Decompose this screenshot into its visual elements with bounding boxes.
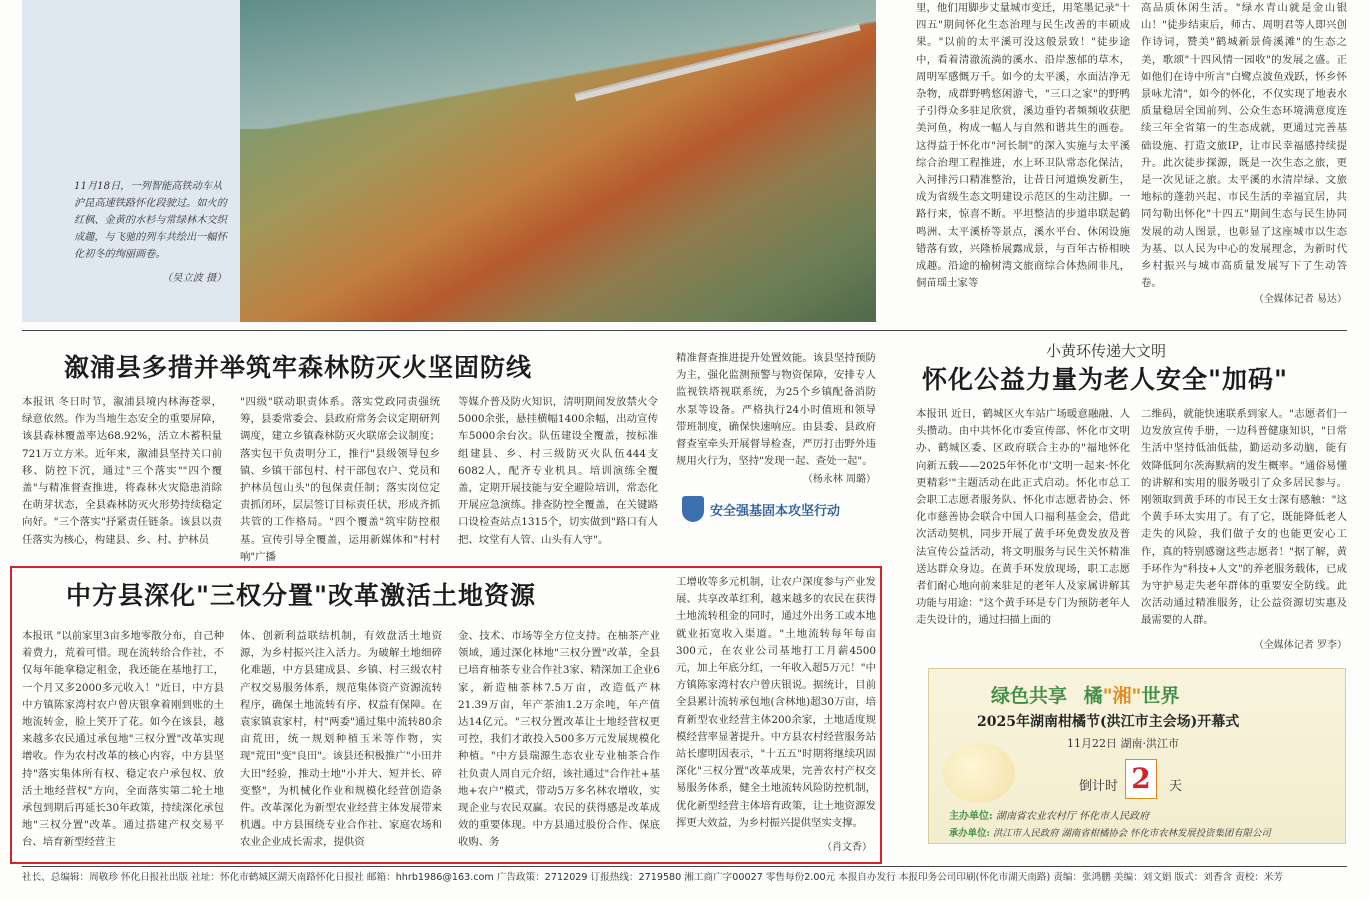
- land-headline: 中方县深化"三权分置"改革激活土地资源: [66, 581, 537, 610]
- elder-headline: 怀化公益力量为老人安全"加码": [922, 365, 1289, 394]
- forest-col3: 等媒介普及防火知识，清明期间发放禁火令5000余张，悬挂横幅1400余幅，出动宣传车5000余台次。队伍建设全覆盖，按标准组建县、乡、村三级防灭火队伍444支6082人，配齐专业机具。培训演练全覆盖，定期开展技能与安全避险培训，常态化开展应急演练。排查防控全覆盖，在关键路口设检查站点1315个，切实做到"路口有人把、坟堂有人管、山头有人守"。: [458, 396, 658, 546]
- safety-badge: [682, 492, 868, 526]
- forest-headline: 溆浦县多措并举筑牢森林防灭火坚固防线: [64, 353, 533, 382]
- photo-credit: （吴立波 摄）: [162, 273, 227, 284]
- elder-kicker: 小黄环传递大文明: [1046, 342, 1167, 360]
- forest-col4: 精准督查推进提升处置效能。该县坚持预防为主，强化监测预警与物资保障，安排专人监视铁塔视联系统，为25个乡镇配备消防水泵等设备。严格执行24小时值班和领导带班制度，确保快速响应。由县委、县政府督查室牵头开展督导检查，严厉打击野外违规用火行为，坚持"发现一起、查处一起"。: [676, 352, 876, 468]
- land-col4: 工增收等多元机制，让农户深度参与产业发展、共享改革红利，越来越多的农民在获得土地流转租金的同时，通过外出务工或本地就业拓宽收入渠道。"土地流转每年每亩300元，在农业公司基地打工月薪4500元，加上年底分红，一年收入超5万元！"中方镇陈家湾村农户曾庆银说。据统计，目前全县累计流转承包地(含林地)超30万亩，培育新型农业经营主体200余家，土地适度规模经营率显著提升。中方县农村经营服务站站长廖明因表示，"十五五"时期将继续巩固深化"三权分置"改革成果，完善农村产权交易服务体系，健全土地流转风险防控机制，优化新型经营主体培育政策，让土地资源发挥更大效益，为乡村振兴提供坚实支撑。: [676, 576, 876, 829]
- top-right-col1: 里，他们用脚步丈量城市变迁，用笔墨记录"十四五"期间怀化生态治理与民生改善的丰硕成果。"以前的太平溪可没这般景致！"徒步途中，看着清澈流淌的溪水、沿岸葱郁的草木，周明军感慨万千。如今的太平溪，水面洁净无杂物，成群野鸭悠闲游弋，"三口之家"的野鸭子引得众多驻足欣赏，溪边垂钓者频频收获肥美河鱼，构成一幅人与自然和谐共生的画卷。这得益于怀化市"河长制"的深入实施与太平溪综合治理工程推进，水上环卫队常态化保洁，入河排污口精准整治，让昔日河道焕发新生，成为省级生态文明建设示范区的生动注脚。一路行来，惊喜不断。平坦整洁的步道串联起鹤鸣洲、太平溪桥等景点，溪水平台、休闲设施错落有致，兴隆桥展露成景，与百年古桥相映成趣。沿途的榆树湾文旅商综合体热闹非凡，侗苗瑶土家等: [916, 2, 1130, 290]
- ad-slogan: 绿色共享 橘"湘"世界: [991, 685, 1180, 707]
- top-right-signature: （全媒体记者 易达）: [1253, 294, 1347, 305]
- elder-signature: （全媒体记者 罗李）: [1253, 640, 1347, 651]
- footer-info: 社长、总编辑：周敬珍 怀化日报社出版 社址：怀化市鹤城区湖天南路怀化日报社 邮箱：hhrb1986@163.com 广告政策：2712029 订报热线：2719580 湘工商广字00027 零售每份2.00元 本报自办发行 本报印务公司印刷(怀化市湖天南路) 责编：张鸿鹏 美编：刘文娟 版式：刘香含 责校：米芳: [22, 872, 1284, 883]
- forest-col2: "四级"联动职责体系。落实党政同责强统筹，县委常委会、县政府常务会议定期研判调度，建立乡镇森林防灭火联席会议制度；落实包干负责明分工，推行"县级领导包乡镇、乡镇干部包村、村干部包农户、党员和护林员包山头"的包保责任制；落实岗位定责抓闭环，层层签订目标责任状，形成齐抓共管的工作格局。"四个覆盖"筑牢防控根基。宣传引导全覆盖，运用新媒体和"村村响"广播: [240, 396, 440, 563]
- forest-signature: （杨永林 周璐）: [802, 474, 876, 485]
- land-signature: （肖文香）: [822, 842, 872, 853]
- land-col1: 本报讯 "以前家里3亩多地零散分布，自己种着费力，荒着可惜。现在流转给合作社，不仅每年能拿稳定租金，我还能在基地打工，一个月又多2000多元收入！"近日，中方县中方镇陈家湾村农户曾庆银拿着刚到账的土地流转金，脸上笑开了花。如今在该县，越来越多农民通过承包地"三权分置"改革实现增收。作为农村改革的核心内容，中方县坚持"落实集体所有权、稳定农户承包权、放活土地经营权"方向，全面落实第二轮土地承包到期后再延长30年政策，持续深化承包地"三权分置"改革。通过搭建产权交易平台、培育新型经营主: [22, 630, 224, 849]
- elder-col1: 本报讯 近日，鹤城区火车站广场暖意融融、人头攒动。由中共怀化市委宣传部、怀化市文明办、鹤城区委、区政府联合主办的"福地怀化 向新五载——2025年怀化市'文明一起来·怀化更精彩'"主题活动在此正式启动。怀化市总工会职工志愿者服务队、怀化市志愿者协会、怀化市慈善协会联合中国人口福利基金会，借此次活动契机，同步开展了黄手环免费发放及普法宣传公益活动，将文明服务与民生关怀精准送达群众身边。在黄手环发放现场，职工志愿者们耐心地向前来驻足的老年人及家属讲解其功能与用途："这个黄手环是专门为预防老年人走失设计的，通过扫描上面的: [916, 408, 1130, 627]
- countdown-unit: 天: [1169, 779, 1183, 794]
- divider: [22, 330, 1347, 331]
- ad-title: 2025年湖南柑橘节(洪江市主会场)开幕式: [977, 714, 1240, 730]
- citrus-festival-ad: [928, 668, 1346, 844]
- land-col2: 体、创新利益联结机制，有效盘活土地资源，为乡村振兴注入活力。为破解土地细碎化难题，中方县建成县、乡镇、村三级农村产权交易服务体系，规范集体资产资源流转程序，确保土地流转有序、权益有保障。在袁家镇袁家村，村"两委"通过集中流转80余亩荒田，统一规划种植玉米等作物，实现"荒田"变"良田"。该县还积极推广"小田并大田"经验，推动土地"小并大、短并长、碎变整"，为机械化作业和规模化经营创造条件。改革深化为新型农业经营主体发展带来机遇。中方县围绕专业合作社、家庭农场和农业企业成长需求，提供资: [240, 630, 442, 849]
- shield-icon: [682, 496, 704, 522]
- footer-rule: [22, 866, 1347, 867]
- land-col3: 金、技术、市场等全方位支持。在柚茶产业领域，通过深化林地"三权分置"改革，全县已培育柚茶专业合作社3家、精深加工企业6家，新造柚茶林7.5万亩，改造低产林21.39万亩，年产茶油1.2万余吨，年产值达14亿元。"三权分置改革让土地经营权更可控，我们才敢投入500多万元发展规模化种植。"中方县瑞源生态农业专业柚茶合作社负责人周自元介绍，该社通过"合作社+基地+农户"模式，带动5万多名林农增收，实现企业与农民双赢。农民的获得感是改革成效的重要体现。中方县通过股份合作、保底收购、务: [458, 630, 660, 849]
- orange-graphic: [943, 743, 1015, 803]
- ad-organizer: 承办单位: 洪江市人民政府 湖南省柑橘协会 怀化市农林发展投资集团有限公司: [949, 828, 1271, 839]
- photo-caption-panel: [22, 0, 240, 322]
- news-photo: [240, 0, 876, 322]
- countdown-label: 倒计时: [1079, 779, 1119, 794]
- ad-host: 主办单位: 湖南省农业农村厅 怀化市人民政府: [949, 811, 1150, 822]
- top-right-col2: 高品质休闲生活。"绿水青山就是金山银山！"徒步结束后，师古、周明君等人即兴创作诗词，赞美"鹤城新景倚溪滩"的生态之美，歌颂"十四风情一园收"的发展之盛。正如他们在诗中所言"白鹭点波鱼戏跃，怀乡怀景咏尤清"，如今的怀化，不仅实现了地表水质量稳居全国前列、公众生态环境满意度连续三年全省第一的生态成就，更通过完善基础设施、打造文旅IP，让市民幸福感持续提升。此次徒步探源，既是一次生态之旅，更是一次见证之旅。太平溪的水清岸绿、文旅地标的蓬勃兴起、市民生活的幸福宜居，共同勾勒出怀化"十四五"期间生态与民生协同发展的动人图景，也彰显了这座城市以生态为基、以人民为中心的发展理念，为新时代乡村振兴与城市高质量发展写下了生动答卷。: [1141, 2, 1347, 290]
- forest-col1: 本报讯 冬日时节，溆浦县境内林海苍翠，绿意依然。作为当地生态安全的重要屏障，该县森林覆盖率达68.92%，活立木蓄积量721万立方米。近年来，溆浦县坚持关口前移、防控下沉，通过"三个落实""四个覆盖"与精准督查推进，将森林火灾隐患消除在萌芽状态，全县森林防灭火形势持续稳定向好。"三个落实"抒紧责任链条。该县以责任落实为核心，构建县、乡、村、护林员: [22, 396, 222, 546]
- photo-caption: 11月18日，一列智能高铁动车从沪昆高速铁路怀化段驶过。如火的红枫、金黄的水杉与常绿林木交织成趣，与飞驰的列车共绘出一幅怀化初冬的绚丽画卷。: [74, 181, 227, 260]
- safety-badge-label: 安全强基固本攻坚行动: [710, 503, 841, 519]
- countdown-number: 2: [1125, 759, 1157, 799]
- ad-date: 11月22日 湖南·洪江市: [1067, 737, 1179, 750]
- elder-col2: 二维码，就能快速联系到家人。"志愿者们一边发放宣传手册，一边科普健康知识，"日常生活中坚持低油低盐，勤运动多动脑，能有效降低阿尔茨海默病的发生概率。"通俗易懂的讲解和实用的服务吸引了众多居民参与。刚领取到黄手环的市民王女士深有感触："这个黄手环太实用了。有了它，既能降低老人走失的风险，我们做子女的也能更安心工作，真的特别感谢这些志愿者！"据了解，黄手环作为"科技+人文"的养老服务载体，已成为守护易走失老年群体的重要安全防线。此次活动通过精准服务，让公益资源切实惠及最需要的人群。: [1141, 408, 1347, 627]
